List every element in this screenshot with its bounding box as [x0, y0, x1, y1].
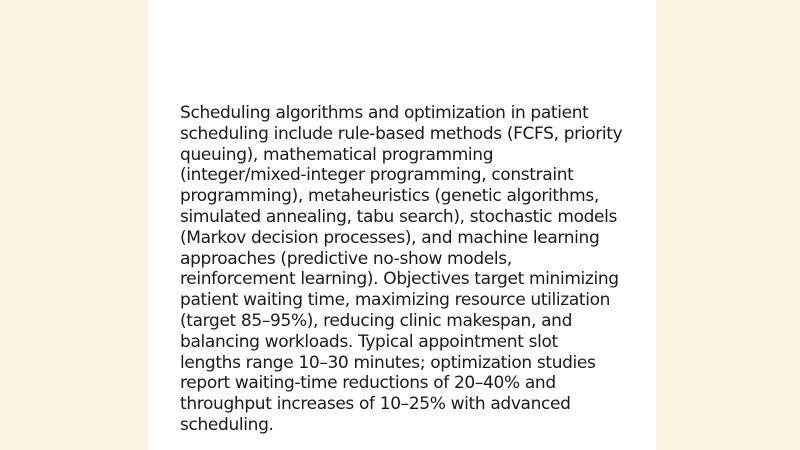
- paragraph-line: (target 85–95%), reducing clinic makespan, and: [180, 310, 573, 331]
- paragraph-line: report waiting-time reductions of 20–40% and: [180, 373, 556, 394]
- paragraph-line: throughput increases of 10–25% with advanced: [180, 394, 571, 415]
- body-paragraph: [180, 103, 630, 436]
- paragraph-line: Scheduling algorithms and optimization in patient: [180, 103, 589, 123]
- paragraph-line: balancing workloads. Typical appointment slot: [180, 331, 558, 352]
- paragraph-line: scheduling include rule-based methods (FCFS, priority: [180, 123, 623, 144]
- paragraph-line: lengths range 10–30 minutes; optimization studies: [180, 352, 596, 373]
- paragraph-line: approaches (predictive no-show models,: [180, 248, 512, 269]
- paragraph-line: scheduling.: [180, 414, 274, 435]
- paragraph-line: (Markov decision processes), and machine learning: [180, 227, 600, 248]
- document-page: [148, 0, 656, 450]
- paragraph-line: patient waiting time, maximizing resource utilization: [180, 290, 611, 311]
- paragraph-line: queuing), mathematical programming: [180, 144, 494, 165]
- paragraph-line: reinforcement learning). Objectives target minimizing: [180, 269, 619, 290]
- paragraph-line: simulated annealing, tabu search), stochastic models: [180, 206, 618, 227]
- paragraph-line: programming), metaheuristics (genetic algorithms,: [180, 186, 599, 207]
- paragraph-line: (integer/mixed-integer programming, constraint: [180, 165, 574, 186]
